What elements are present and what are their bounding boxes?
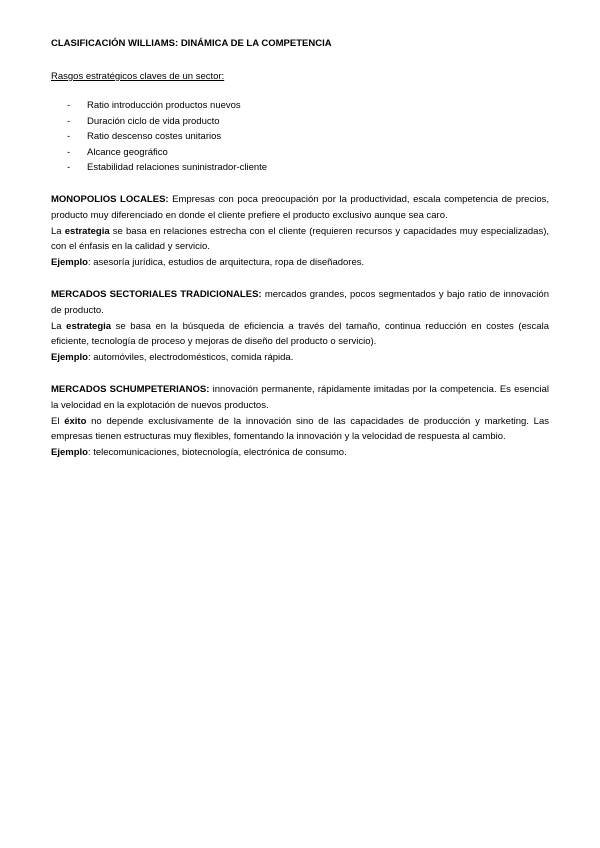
strategy-text: no depende exclusivamente de la innovación sino de las capacidades de producción y marketing. Las empresas tienen estructuras muy flexibles, fomentando la innovación y la velocidad de respuesta al cambio. [51, 415, 549, 443]
dash-bullet: - [67, 162, 71, 174]
dash-bullet: - [67, 146, 71, 158]
document-title: CLASIFICACIÓN WILLIAMS: DINÁMICA DE LA COMPETENCIA [51, 38, 332, 49]
dash-bullet: - [67, 115, 71, 127]
section-heading: MERCADOS SCHUMPETERIANOS: [51, 383, 210, 395]
section-heading: MONOPOLIOS LOCALES: [51, 193, 169, 205]
strategy-text: se basa en relaciones estrecha con el cliente (requieren recursos y capacidades muy especializadas), con el énfasis en la calidad y servicio. [51, 225, 550, 253]
list-item [51, 160, 549, 176]
section-monopolios-locales [51, 192, 549, 271]
list-item [51, 98, 549, 114]
strategy-lead: La [51, 225, 65, 237]
section-mercados-schumpeterianos [51, 382, 549, 461]
trait-text: Estabilidad relaciones suninistrador-cliente [87, 162, 268, 174]
section-strategy [51, 224, 549, 256]
example-label: Ejemplo [51, 447, 88, 459]
section-intro-text: mercados grandes, pocos segmentados y bajo ratio de innovación de producto. [51, 288, 549, 316]
dash-bullet: - [67, 100, 71, 111]
example-text: : telecomunicaciones, biotecnología, electrónica de consumo. [87, 447, 347, 459]
traits-list [51, 98, 549, 176]
section-example [51, 350, 549, 366]
strategy-keyword: estrategia [64, 225, 110, 237]
strategy-lead: El [51, 415, 65, 427]
trait-text: Ratio descenso costes unitarios [87, 131, 222, 143]
section-intro [51, 287, 549, 319]
section-strategy [51, 319, 549, 351]
section-intro-text: Empresas con poca preocupación por la productividad, escala competencia de precios, producto muy diferenciado en donde el cliente prefiere el producto exclusivo aunque sea caro. [51, 193, 550, 221]
section-intro [51, 192, 549, 224]
example-label: Ejemplo [51, 352, 88, 364]
document-page [51, 36, 549, 461]
section-strategy [51, 414, 549, 446]
traits-subtitle: Rasgos estratégicos claves de un sector: [51, 71, 225, 82]
example-text: : asesoría jurídica, estudios de arquitectura, ropa de diseñadores. [87, 257, 365, 269]
list-item [51, 129, 549, 145]
strategy-text: se basa en la búsqueda de eficiencia a través del tamaño, continua reducción en costes (escala eficiente, tecnología de proceso y mejoras de diseño del producto o servicio). [51, 320, 549, 348]
section-intro-text: innovación permanente, rápidamente imitadas por la competencia. Es esencial la velocidad en la explotación de nuevos productos. [51, 383, 549, 411]
trait-text: Duración ciclo de vida producto [87, 115, 220, 127]
section-heading: MERCADOS SECTORIALES TRADICIONALES: [51, 288, 262, 300]
strategy-keyword: estrategia [66, 320, 112, 332]
trait-text: Ratio introducción productos nuevos [87, 100, 241, 111]
strategy-lead: La [51, 320, 67, 332]
trait-text: Alcance geográfico [87, 146, 168, 158]
section-example [51, 255, 549, 271]
example-text: : automóviles, electrodomésticos, comida rápida. [87, 352, 294, 364]
example-label: Ejemplo [51, 257, 88, 269]
section-mercados-sectoriales [51, 287, 549, 366]
section-example [51, 445, 549, 461]
list-item [51, 114, 549, 130]
list-item [51, 145, 549, 161]
section-intro [51, 382, 549, 414]
dash-bullet: - [67, 131, 71, 143]
strategy-keyword: éxito [64, 415, 87, 427]
